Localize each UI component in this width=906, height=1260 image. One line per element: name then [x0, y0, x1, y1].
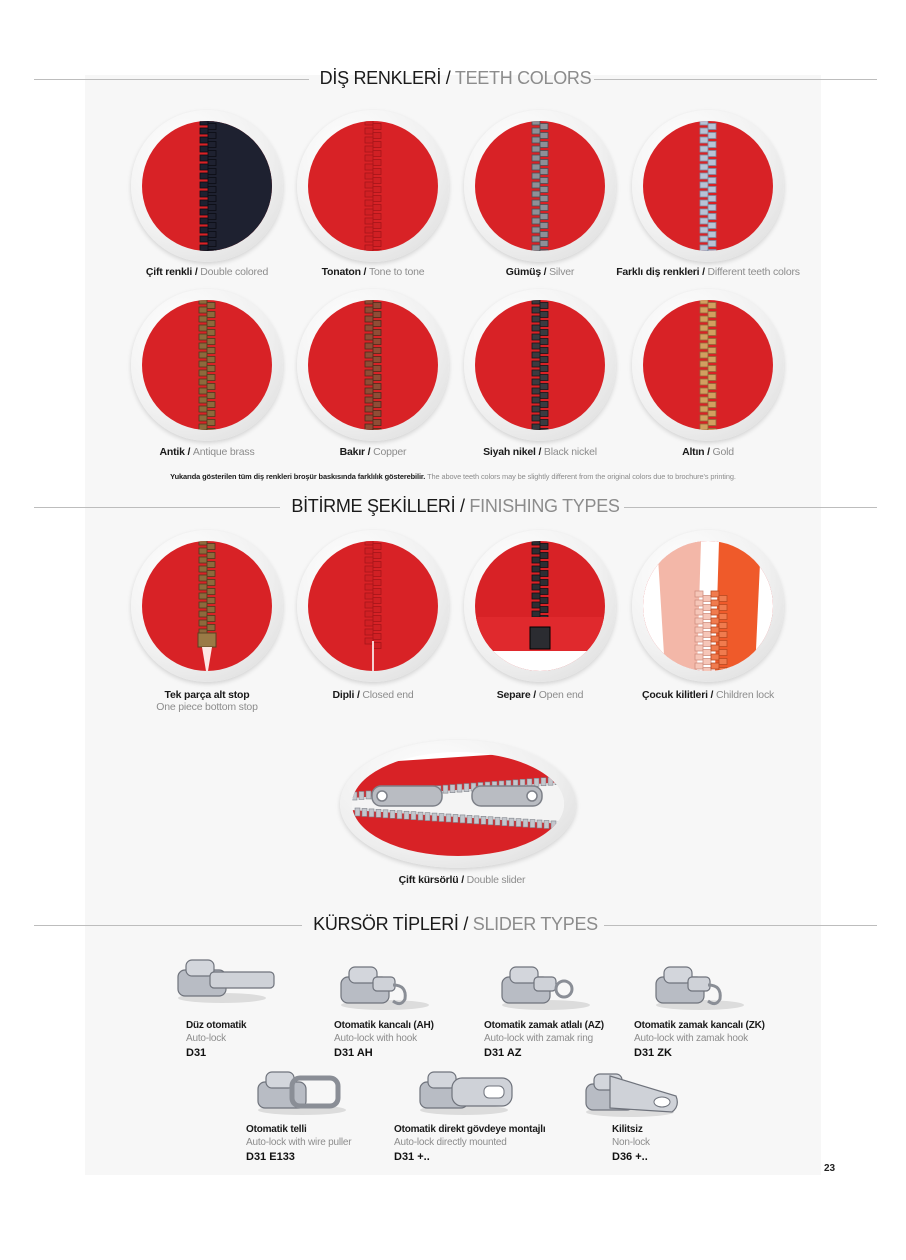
slider-type-name-en: Auto-lock with hook	[334, 1033, 417, 1044]
copper-zipper-icon	[308, 300, 438, 430]
slider-type-code: D31 ZK	[634, 1047, 672, 1059]
different-teeth-zipper-image	[632, 110, 784, 262]
slider-type-name-tr: Otomatik zamak kancalı (ZK)	[634, 1020, 765, 1031]
auto-lock-slider-icon	[172, 948, 282, 1008]
double-slider-image	[340, 740, 576, 868]
black-nickel-zipper-icon	[475, 300, 605, 430]
teeth-color-caption: Siyah nikel / Black nickel	[483, 446, 597, 458]
finishing-types-heading: BİTİRME ŞEKİLLERİ / FINISHING TYPES	[34, 496, 877, 520]
closed-end-zipper-image	[297, 530, 449, 682]
slider-type-code: D31 E133	[246, 1151, 295, 1163]
teeth-color-caption: Antik / Antique brass	[159, 446, 255, 458]
slider-type-name-en: Auto-lock directly mounted	[394, 1137, 507, 1148]
slider-type-name-en: Auto-lock	[186, 1033, 226, 1044]
page-number: 23	[824, 1163, 836, 1174]
teeth-color-caption: Çift renkli / Double colored	[145, 266, 269, 278]
teeth-color-caption: Farklı diş renkleri / Different teeth colors	[616, 266, 800, 278]
antique-brass-zipper-icon	[142, 300, 272, 430]
children-lock-zipper-icon	[643, 541, 773, 671]
non-lock-slider-icon	[580, 1062, 690, 1122]
slider-type-code: D31 AH	[334, 1047, 373, 1059]
teeth-color-caption: Gümüş / Silver	[505, 266, 575, 278]
closed-end-zipper-icon	[308, 541, 438, 671]
teeth-color-caption: Altın / Gold	[682, 446, 734, 458]
finishing-type-caption: Tek parça alt stop One piece bottom stop	[156, 689, 258, 713]
finishing-type-caption: Dipli / Closed end	[332, 689, 414, 701]
slider-type-name-en: Auto-lock with zamak ring	[484, 1033, 593, 1044]
teeth-color-caption: Bakır / Copper	[339, 446, 407, 458]
direct-mounted-slider-icon	[414, 1060, 524, 1120]
slider-type-name-tr: Kilitsiz	[612, 1124, 643, 1135]
black-nickel-zipper-image	[464, 289, 616, 441]
double-colored-zipper-icon	[142, 121, 272, 251]
slider-type-code: D31 +..	[394, 1151, 430, 1163]
slider-type-name-tr: Otomatik telli	[246, 1124, 307, 1135]
slider-type-name-tr: Düz otomatik	[186, 1020, 247, 1031]
double-slider-caption: Çift kürsörlü / Double slider	[398, 874, 526, 886]
bottom-stop-zipper-image	[131, 530, 283, 682]
finishing-type-caption: Çocuk kilitleri / Children lock	[641, 689, 775, 701]
silver-teeth-zipper-image	[464, 110, 616, 262]
tone-to-tone-zipper-image	[297, 110, 449, 262]
teeth-color-caption: Tonaton / Tone to tone	[321, 266, 425, 278]
wire-puller-slider-icon	[252, 1060, 362, 1120]
open-end-zipper-icon	[475, 541, 605, 671]
slider-types-heading: KÜRSÖR TİPLERİ / SLIDER TYPES	[34, 914, 877, 938]
slider-type-name-en: Auto-lock with wire puller	[246, 1137, 352, 1148]
slider-type-name-en: Non-lock	[612, 1137, 650, 1148]
slider-type-code: D31	[186, 1047, 207, 1059]
gold-zipper-image	[632, 289, 784, 441]
double-slider-zipper-icon	[352, 752, 564, 856]
zamak-ring-slider-icon	[496, 955, 606, 1015]
double-colored-zipper-image	[131, 110, 283, 262]
slider-type-name-tr: Otomatik zamak atlalı (AZ)	[484, 1020, 604, 1031]
silver-teeth-zipper-icon	[475, 121, 605, 251]
teeth-colors-heading: DİŞ RENKLERİ / TEETH COLORS	[34, 68, 877, 92]
antique-brass-zipper-image	[131, 289, 283, 441]
slider-type-name-tr: Otomatik direkt gövdeye montajlı	[394, 1124, 546, 1135]
slider-type-code: D36 +..	[612, 1151, 648, 1163]
children-lock-zipper-image	[632, 530, 784, 682]
slider-type-name-en: Auto-lock with zamak hook	[634, 1033, 748, 1044]
zamak-hook-slider-icon	[650, 955, 760, 1015]
color-disclaimer-note: Yukarıda gösterilen tüm diş renkleri broşür baskısında farklılık gösterebilir. The above teeth colors may be slightly different from the original colors due to brochure's printing.	[170, 472, 736, 481]
copper-zipper-image	[297, 289, 449, 441]
bottom-stop-zipper-icon	[142, 541, 272, 671]
gold-zipper-icon	[643, 300, 773, 430]
hook-slider-icon	[335, 955, 445, 1015]
finishing-type-caption: Separe / Open end	[496, 689, 584, 701]
slider-type-code: D31 AZ	[484, 1047, 522, 1059]
tone-to-tone-zipper-icon	[308, 121, 438, 251]
different-teeth-zipper-icon	[643, 121, 773, 251]
open-end-zipper-image	[464, 530, 616, 682]
slider-type-name-tr: Otomatik kancalı (AH)	[334, 1020, 434, 1031]
